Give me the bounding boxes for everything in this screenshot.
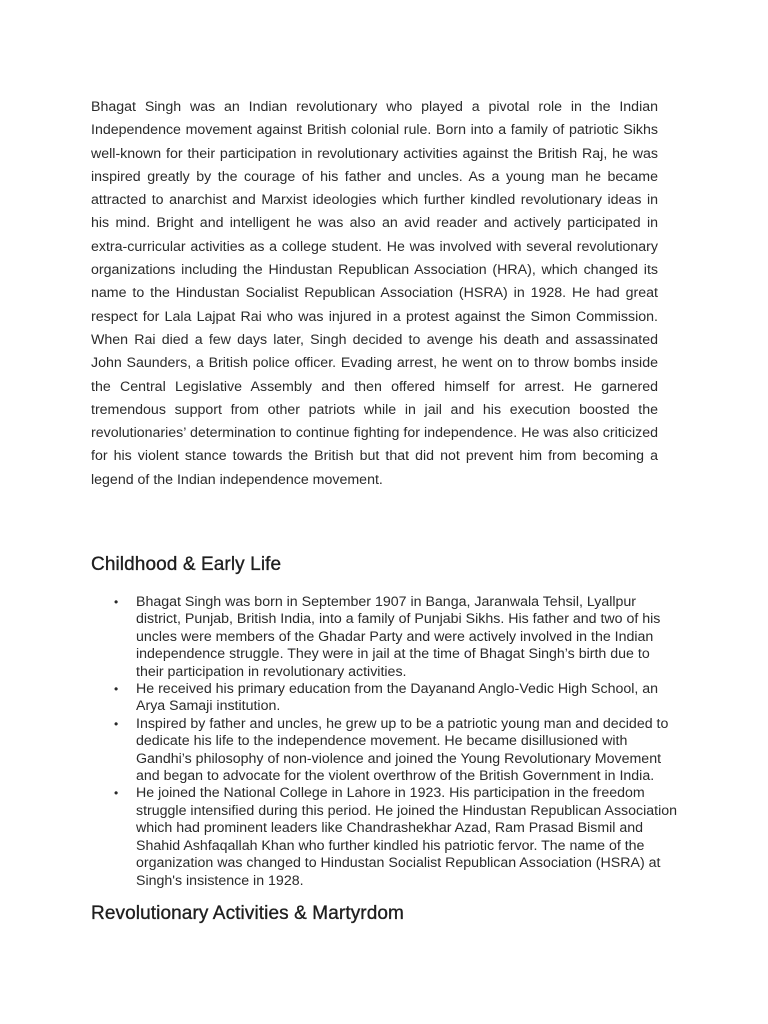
intro-paragraph: Bhagat Singh was an Indian revolutionary who played a pivotal role in the Indian Independence movement against British colonial rule. Born into a family of patriotic Sikhs well-known for their participation in revolutionary activities against the British Raj, he was inspired greatly by the courage of his father and uncles. As a young man he became attracted to anarchist and Marxist ideologies which further kindled revolutionary ideas in his mind. Bright and intelligent he was also an avid reader and actively participated in extra-curricular activities as a college student. He was involved with several revolutionary organizations including the Hindustan Republican Association (HRA), which changed its name to the Hindustan Socialist Republican Association (HSRA) in 1928. He had great respect for Lala Lajpat Rai who was injured in a protest against the Simon Commission. When Rai died a few days later, Singh decided to avenge his death and assassinated John Saunders, a British police officer. Evading arrest, he went on to throw bombs inside the Central Legislative Assembly and then offered himself for arrest. He garnered tremendous support from other patriots while in jail and his execution boosted the revolutionaries’ determination to continue fighting for independence. He was also criticized for his violent stance towards the British but that did not prevent him from becoming a legend of the Indian independence movement. xyxy=(91,99,658,488)
list-item xyxy=(114,785,681,889)
list-item-text: Bhagat Singh was born in September 1907 in Banga, Jaranwala Tehsil, Lyallpur district, Punjab, British India, into a family of Punjabi Sikhs. His father and two of his uncles were members of the Ghadar Party and were actively involved in the Indian independence struggle. They were in jail at the time of Bhagat Singh’s birth due to their participation in revolutionary activities. xyxy=(136,594,661,680)
list-item-text: He received his primary education from the Dayanand Anglo-Vedic High School, an Arya Samaji institution. xyxy=(136,681,659,715)
list-item-text: Inspired by father and uncles, he grew up to be a patriotic young man and decided to dedicate his life to the independence movement. He became disillusioned with Gandhi’s philosophy of non-violence and joined the Young Revolutionary Movement and began to advocate for the violent overthrow of the British Government in India. xyxy=(136,715,669,785)
section-heading-childhood: Childhood & Early Life xyxy=(91,554,282,575)
bullet-icon: • xyxy=(114,786,119,801)
bullet-icon: • xyxy=(114,595,119,609)
list-item xyxy=(114,681,681,716)
section-heading-revolutionary-activities: Revolutionary Activities & Martyrdom xyxy=(91,903,404,924)
bullet-icon: • xyxy=(114,716,119,731)
list-item xyxy=(114,715,681,786)
childhood-bullet-list xyxy=(91,594,681,890)
list-item xyxy=(114,594,681,681)
list-item-text: He joined the National College in Lahore in 1923. His participation in the freedom struggle intensified during this period. He joined the Hindustan Republican Association which had prominent leaders like Chandrashekhar Azad, Ram Prasad Bismil and Shahid Ashfaqallah Khan who further kindled his patriotic fervor. The name of the organization was changed to Hindustan Socialist Republican Association (HSRA) at Singh's insistence in 1928. xyxy=(136,785,678,889)
bullet-icon: • xyxy=(114,682,119,697)
